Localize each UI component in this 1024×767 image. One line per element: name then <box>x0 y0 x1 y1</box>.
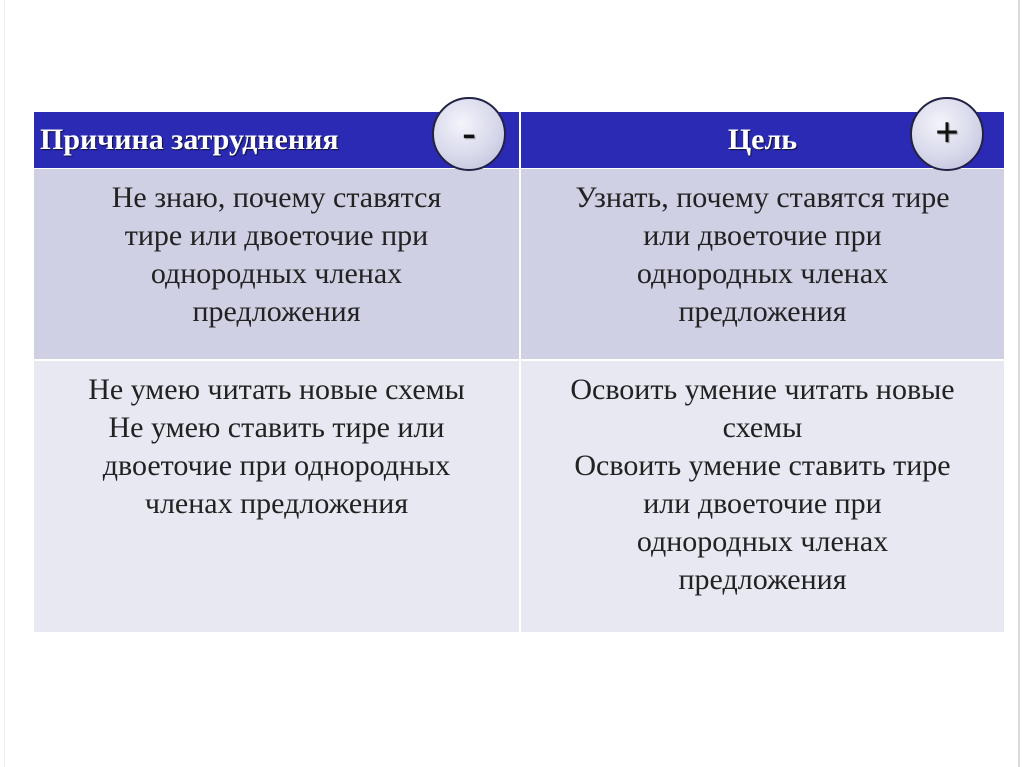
row-1-goal-line: или двоеточие при <box>643 219 882 252</box>
row-2-cause-line: Не умею читать новые схемы <box>88 373 465 406</box>
row-2-cause-line: членах предложения <box>144 487 409 520</box>
comparison-table <box>34 112 1004 632</box>
row-1-cause-line: Не знаю, почему ставятся <box>111 181 442 214</box>
row-2-goal-line: предложения <box>678 563 847 596</box>
row-2-goal-line: схемы <box>722 411 803 444</box>
row-1-goal-line: однородных членах <box>636 257 889 290</box>
row-2-goal-line: или двоеточие при <box>643 487 882 520</box>
row-2-goal <box>521 361 1004 632</box>
row-2-goal-line: Освоить умение ставить тире <box>574 449 951 482</box>
row-2-goal-line: однородных членах <box>636 525 889 558</box>
frame-line-left <box>4 0 5 767</box>
plus-badge: + <box>910 97 984 171</box>
row-2-goal-line: Освоить умение читать новые <box>570 373 955 406</box>
column-divider <box>519 112 521 632</box>
frame-line-right <box>1018 0 1020 767</box>
row-2-cause-line: двоеточие при однородных <box>102 449 451 482</box>
header-cause: Причина затруднения <box>34 112 519 168</box>
minus-badge: - <box>432 97 506 171</box>
row-1-cause-line: однородных членах <box>150 257 403 290</box>
row-1-goal <box>521 169 1004 359</box>
row-1-cause <box>34 169 519 359</box>
row-1-goal-line: Узнать, почему ставятся тире <box>575 181 950 214</box>
row-1-cause-line: тире или двоеточие при <box>124 219 429 252</box>
row-1-goal-line: предложения <box>678 295 847 328</box>
row-2-cause <box>34 361 519 632</box>
header-goal: Цель <box>521 112 1004 168</box>
row-1-cause-line: предложения <box>192 295 361 328</box>
row-2-cause-line: Не умею ставить тире или <box>108 411 445 444</box>
